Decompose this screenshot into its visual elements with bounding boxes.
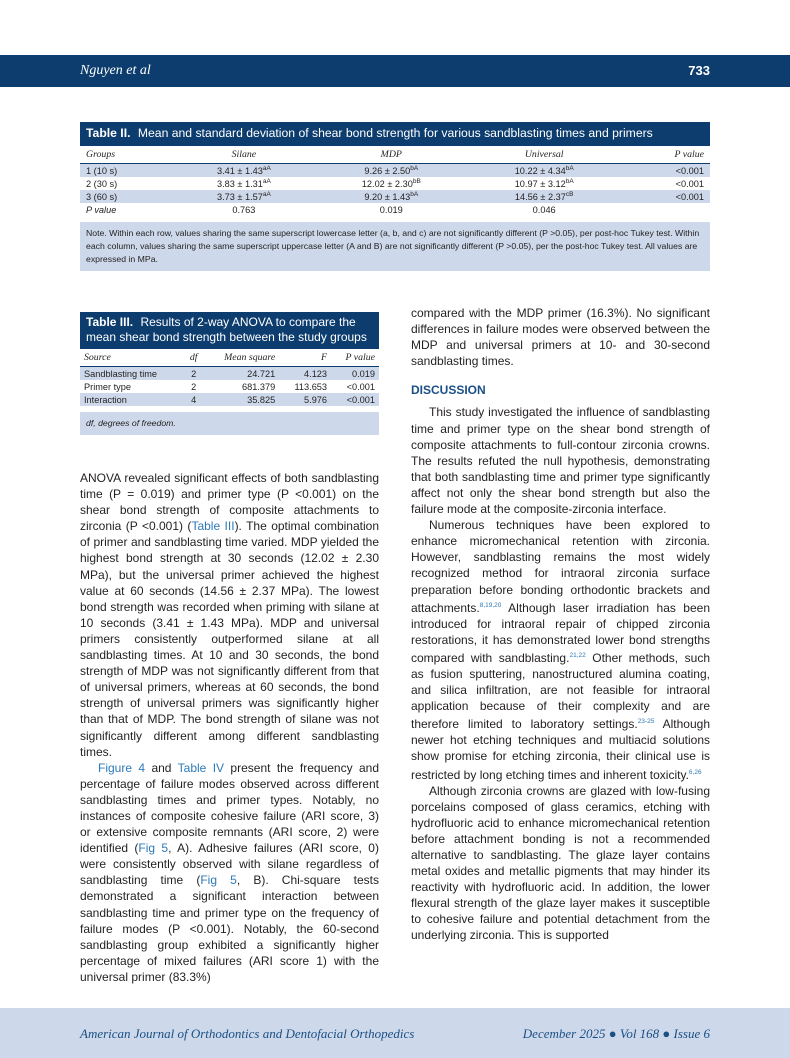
mdp-cell: $9.26 \pm 2.50^{bA}$ bbox=[315, 164, 468, 178]
ms-cell: 681.379 bbox=[241, 381, 276, 392]
pvalue-label: P value bbox=[86, 204, 117, 215]
reference-link[interactable]: 23-25 bbox=[637, 718, 655, 726]
group-cell: 3 (60 s) bbox=[80, 190, 173, 203]
p-cell: <0.001 bbox=[621, 190, 710, 203]
p-cell bbox=[621, 203, 710, 216]
journal-name: American Journal of Orthodontics and Dentofacial Orthopedics bbox=[80, 1026, 415, 1041]
reference-link[interactable]: 21,22 bbox=[569, 651, 586, 659]
mdp-cell: $12.02 \pm 2.30^{bB}$ bbox=[361, 177, 421, 190]
f-cell: 4.123 bbox=[279, 367, 331, 381]
table-iii-note: df, degrees of freedom. bbox=[80, 412, 379, 435]
right-column bbox=[411, 305, 710, 944]
table-ii-grid bbox=[80, 146, 710, 216]
universal-cell: $10.22 \pm 4.34^{bA}$ bbox=[468, 164, 621, 178]
f-cell: 113.653 bbox=[294, 381, 328, 392]
p-cell: <0.001 bbox=[621, 164, 710, 178]
techniques-paragraph: Numerous techniques have been explored to enhance micromechanical retention with zirconia. However, sandblasting remains the most widely recognized method for intraoral zirconia surface preparation before bonding orthodontic brackets and attachments.$^{8,19,20}$ Although laser irradiation has been introduced for intraoral repair of chipped zirconia restorations, it has demonstrated lower bond strengths compared with sandblasting.$^{21,22}$ Other methods, such as fusion sputtering, nanostructured alumina coating, and silica infiltration, are not feasible for intraoral application because of their complexity and are therefore limited to laboratory settings.$^{23-25}$ Although newer hot etching techniques and multiacid solutions show promise for etching zirconia, their clinical use is restricted by long etching times and inherent toxicity.$^{6,26}$ bbox=[411, 518, 711, 782]
table-iv-link[interactable]: Table IV bbox=[177, 760, 225, 775]
table-iii-header: P value bbox=[331, 349, 379, 367]
table-ii-title: Mean and standard deviation of shear bond strength for various sandblasting times and primers bbox=[137, 126, 653, 140]
table-ii-header: Universal bbox=[468, 146, 621, 164]
running-header bbox=[0, 55, 790, 87]
table-row bbox=[80, 203, 710, 216]
fig-5-link[interactable]: Fig 5 bbox=[138, 841, 169, 856]
table-row bbox=[80, 164, 710, 178]
table-iii-header: df bbox=[184, 349, 204, 367]
discussion-paragraph: This study investigated the influence of sandblasting time and primer type on the shear bond strength of composite attachments to full-contour zirconia crowns. The results refuted the null hypothesis, demonstrating that both sandblasting time and primer type significantly affect not only the shear bond strength but also the failure mode at the composite-zirconia interface. bbox=[411, 405, 710, 517]
table-iii-title: Results of 2-way ANOVA to compare the mean shear bond strength between the study groups bbox=[86, 315, 367, 344]
mdp-cell: $9.20 \pm 1.43^{bA}$ bbox=[315, 190, 468, 203]
table-ii-header: Groups bbox=[80, 146, 173, 164]
table-iii-link[interactable]: Table III bbox=[191, 519, 235, 534]
running-author: Nguyen et al bbox=[80, 63, 151, 78]
results-continued-paragraph: compared with the MDP primer (16.3%). No significant differences in failure modes were observed between the MDP and universal primers at 10- and 30-second sandblasting times. bbox=[411, 306, 710, 369]
p-cell: <0.001 bbox=[675, 178, 704, 189]
silane-cell: $3.41 \pm 1.43^{aA}$ bbox=[173, 164, 315, 178]
silane-cell: $3.83 \pm 1.31^{aA}$ bbox=[216, 177, 271, 190]
failure-mode-paragraph: Figure 4 and Table IV present the frequency and percentage of failure modes observed across different sandblasting times and primer types. Notably, no instances of composite cohesive failure (ARI score, 3) or extensive composite remnants (ARI score, 2) were identified (Fig 5, A). Adhesive failures (ARI score, 0) were consistently observed with silane regardless of sandblasting time (Fig 5, B). Chi-square tests demonstrated a significant interaction between sandblasting time and primer type on the frequency of failure modes (P <0.001). Notably, the 60-second sandblasting group exhibited a significantly higher percentage of mixed failures (ARI score 1) with the universal primer (83.3%) bbox=[80, 760, 379, 984]
group-cell: 2 (30 s) bbox=[86, 178, 118, 189]
table-ii bbox=[80, 122, 710, 271]
table-row bbox=[80, 393, 379, 406]
ms-cell: 24.721 bbox=[204, 367, 280, 381]
ms-cell: 35.825 bbox=[204, 393, 280, 406]
source-cell: Sandblasting time bbox=[80, 367, 184, 381]
table-row bbox=[80, 380, 379, 393]
table-row bbox=[80, 190, 710, 203]
universal-cell: $10.97 \pm 3.12^{bA}$ bbox=[514, 177, 574, 190]
source-cell: Interaction bbox=[80, 393, 184, 406]
df-cell: 2 bbox=[184, 367, 204, 381]
universal-cell: $14.56 \pm 2.37^{cB}$ bbox=[468, 190, 621, 203]
page-number: 733 bbox=[688, 63, 710, 78]
universal-cell: 0.046 bbox=[532, 204, 556, 215]
p-cell: <0.001 bbox=[331, 393, 379, 406]
running-footer bbox=[0, 1008, 790, 1058]
df-cell: 4 bbox=[184, 393, 204, 406]
table-row bbox=[80, 367, 379, 381]
table-ii-header: Silane bbox=[173, 146, 315, 164]
table-iii-header: Mean square bbox=[204, 349, 280, 367]
group-cell: 1 (10 s) bbox=[80, 164, 173, 178]
table-ii-header: MDP bbox=[315, 146, 468, 164]
table-iii bbox=[80, 312, 379, 435]
table-ii-header: P value bbox=[621, 146, 710, 164]
table-row bbox=[80, 177, 710, 190]
table-iii-caption bbox=[80, 312, 379, 349]
discussion-heading: DISCUSSION bbox=[411, 383, 486, 398]
glaze-paragraph: Although zirconia crowns are glazed with low-fusing porcelains composed of glass ceramics, etching with hydrofluoric acid to enhance micromechanical retention before attachment bonding is not a recommended alternative to sandblasting. The glaze layer contains metal oxides and metallic pigments that may hinder its reactivity with hydrofluoric acid. In addition, the lower flexural strength of the glaze layer makes it susceptible to cohesive failure and potential detachment from the underlying zirconia. This is supported bbox=[411, 783, 710, 943]
table-ii-note: Note. Within each row, values sharing the same superscript lowercase letter (a, b, and c) are not significantly different (P >0.05), per post-hoc Tukey test. Within each column, values sharing the same superscript uppercase letter (A and B) are not significantly different (P >0.05), per the post-hoc Tukey test. All values are expressed in MPa. bbox=[80, 222, 710, 271]
figure-4-link[interactable]: Figure 4 bbox=[98, 760, 146, 775]
table-iii-grid bbox=[80, 349, 379, 406]
silane-cell: 0.763 bbox=[232, 204, 256, 215]
table-iii-header: Source bbox=[80, 349, 184, 367]
source-cell: Primer type bbox=[84, 381, 131, 392]
table-iii-header: F bbox=[279, 349, 331, 367]
fig-5-link[interactable]: Fig 5 bbox=[200, 873, 237, 888]
issue-info: December 2025 ● Vol 168 ● Issue 6 bbox=[522, 1026, 710, 1041]
table-ii-label: Table II. bbox=[86, 126, 131, 140]
df-cell: 2 bbox=[191, 381, 197, 392]
table-iii-label: Table III. bbox=[86, 315, 134, 329]
mdp-cell: 0.019 bbox=[379, 204, 403, 215]
results-paragraph: ANOVA revealed significant effects of both sandblasting time (P = 0.019) and primer type (P <0.001) on the shear bond strength of composite attachments to zirconia (P <0.001) (Table III). The optimal combination of primer and sandblasting time varied. MDP yielded the highest bond strength at 30 seconds (12.02 ± 2.30 MPa), but the universal primer achieved the highest value at 60 seconds (14.56 ± 2.37 MPa). The lowest bond strength was recorded when priming with silane at 10 seconds (3.41 ± 1.43 MPa). MDP and universal primers consistently outperformed silane at all sandblasting times. At 10 and 30 seconds, the bond strength of MDP was not significantly different from that of universal primers, whereas at 60 seconds, the bond strength of universal primers was significantly higher than that of MDP. The bond strength of silane was not significantly different among different sandblasting times. bbox=[80, 471, 380, 759]
reference-link[interactable]: 8,19,20 bbox=[479, 601, 502, 609]
p-cell: 0.019 bbox=[331, 367, 379, 381]
reference-link[interactable]: 6,26 bbox=[688, 768, 702, 776]
p-cell: <0.001 bbox=[346, 381, 375, 392]
left-column bbox=[80, 470, 379, 985]
table-ii-caption bbox=[80, 122, 710, 146]
f-cell: 5.976 bbox=[279, 393, 331, 406]
silane-cell: $3.73 \pm 1.57^{aA}$ bbox=[173, 190, 315, 203]
